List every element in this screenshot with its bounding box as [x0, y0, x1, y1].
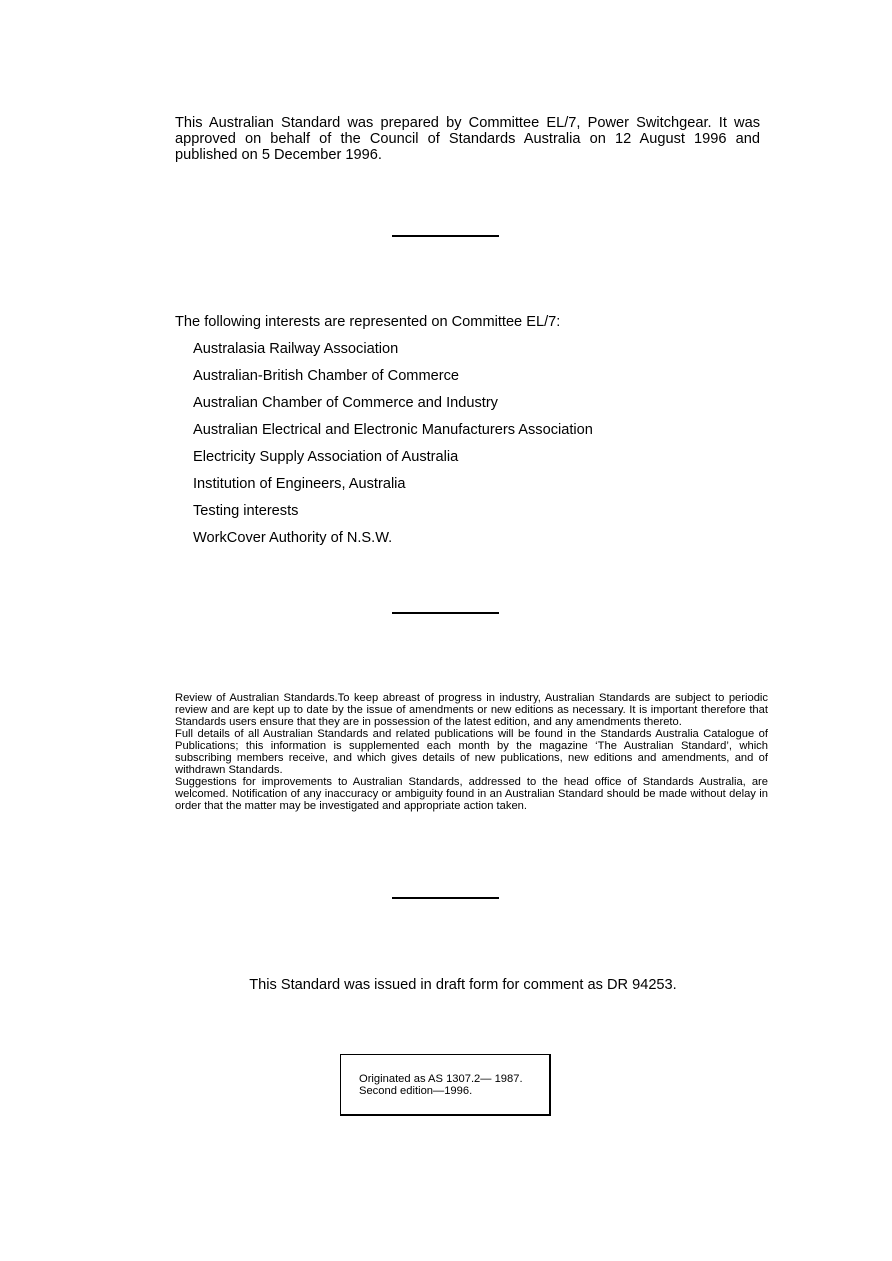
list-item: Australian-British Chamber of Commerce [193, 368, 460, 384]
interests-heading: The following interests are represented on Committee EL/7: [175, 314, 561, 330]
list-item: Institution of Engineers, Australia [193, 476, 406, 492]
list-item: Australian Electrical and Electronic Manufacturers Association [193, 422, 593, 438]
origin-box [340, 1054, 551, 1116]
list-item: Australian Chamber of Commerce and Industry [193, 395, 498, 411]
draft-note: This Standard was issued in draft form for comment as DR 94253. [249, 977, 677, 993]
section-divider [392, 897, 499, 899]
section-divider [392, 612, 499, 614]
list-item: Electricity Supply Association of Australia [193, 449, 459, 465]
section-divider [392, 235, 499, 237]
list-item: Australasia Railway Association [193, 341, 399, 357]
list-item: WorkCover Authority of N.S.W. [193, 530, 393, 546]
interests-list [193, 340, 593, 556]
edition-line: Second edition—1996. [359, 1085, 473, 1097]
committee-intro-paragraph: This Australian Standard was prepared by Committee EL/7, Power Switchgear. It was approved on behalf of the Council of Standards Australia on 12 August 1996 and published on 5 December 1996. [175, 115, 760, 163]
review-paragraph: Review of Australian Standards.To keep abreast of progress in industry, Australian Standards are subject to periodic review and are kept up to date by the issue of amendments or new editions as necessary. It is important therefore that Standards users ensure that they are in possession of the latest edition, and any amendments thereto. [175, 692, 768, 728]
list-item: Testing interests [193, 503, 299, 519]
origin-line: Originated as AS 1307.2— 1987. [359, 1073, 523, 1085]
review-notice [175, 692, 768, 812]
suggestions-paragraph: Suggestions for improvements to Australian Standards, addressed to the head office of Standards Australia, are welcomed. Notification of any inaccuracy or ambiguity found in an Australian Standard should be made without delay in order that the matter may be investigated and appropriate action taken. [175, 776, 768, 812]
catalogue-paragraph: Full details of all Australian Standards and related publications will be found in the Standards Australia Catalogue of Publications; this information is supplemented each month by the magazine ‘The Australian Standard’, which subscribing members receive, and which gives details of new publications, new editions and amendments, and of withdrawn Standards. [175, 728, 768, 776]
